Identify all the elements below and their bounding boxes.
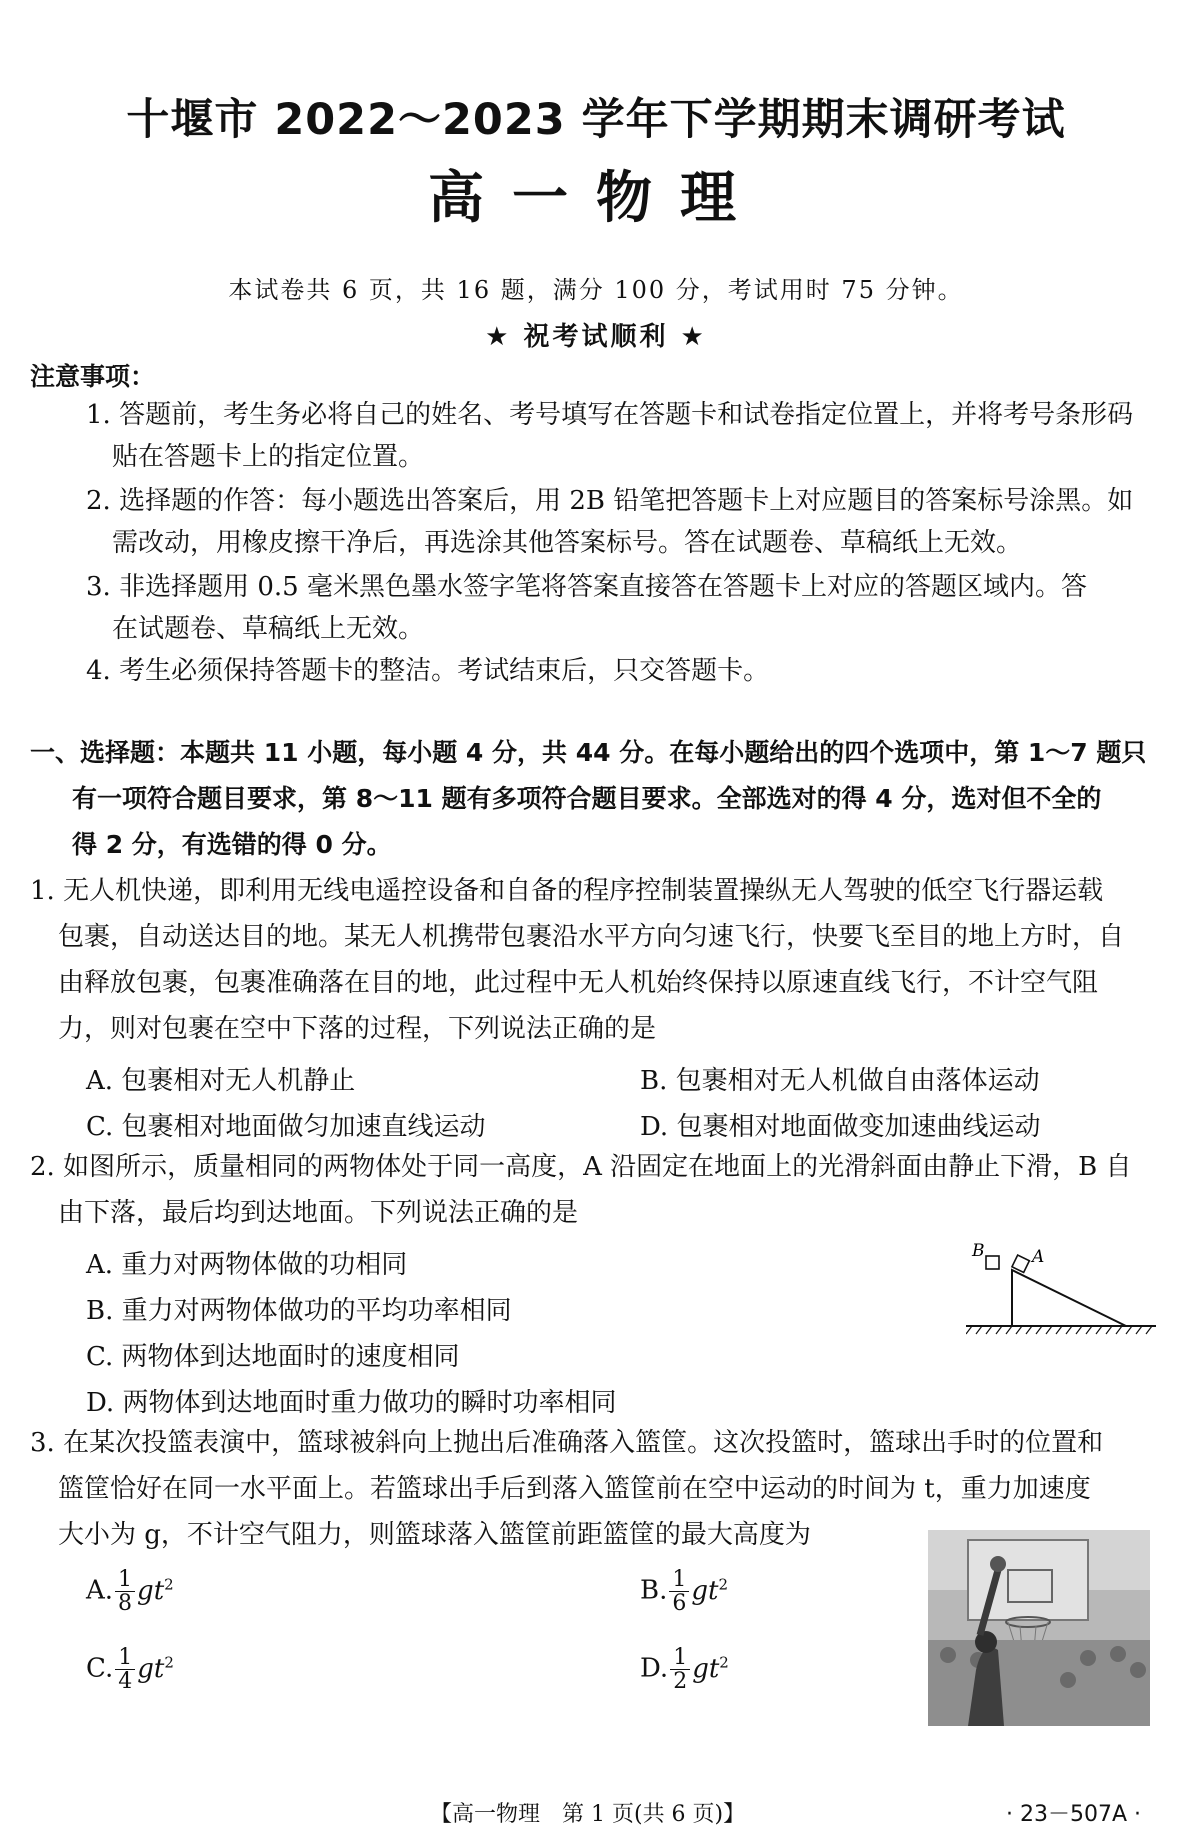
question-3-option-c: C. $\frac{1}{4}$ $gt^2$ <box>86 1645 174 1695</box>
basketball-photo <box>928 1530 1150 1726</box>
section-instruction: 得 2 分，有选错的得 0 分。 <box>72 830 392 859</box>
question-2-option-d: D. 两物体到达地面时重力做功的瞬时功率相同 <box>86 1388 617 1418</box>
question-3-text: 3. 在某次投篮表演中，篮球被斜向上抛出后准确落入篮筐。这次投篮时，篮球出手时的位置和 <box>30 1428 1104 1458</box>
question-3-text: 篮筐恰好在同一水平面上。若篮球出手后到落入篮筐前在空中运动的时间为 t，重力加速度 <box>58 1474 1091 1504</box>
exam-info: 本试卷共 6 页，共 16 题，满分 100 分，考试用时 75 分钟。 <box>228 276 964 304</box>
question-2-text: 2. 如图所示，质量相同的两物体处于同一高度，A 沿固定在地面上的光滑斜面由静止下滑，B 自 <box>30 1152 1132 1182</box>
question-1-text: 由释放包裹，包裹准确落在目的地，此过程中无人机始终保持以原速直线飞行，不计空气阻 <box>58 968 1099 998</box>
note-line: 在试题卷、草稿纸上无效。 <box>112 614 425 644</box>
question-2-option-b: B. 重力对两物体做功的平均功率相同 <box>86 1296 512 1326</box>
section-instruction: 一、选择题：本题共 11 小题，每小题 4 分，共 44 分。在每小题给出的四个选项中，第 1～7 题只 <box>30 738 1147 767</box>
label-b: B <box>972 1241 985 1261</box>
exam-title: 十堰市 2022～2023 学年下学期期末调研考试 <box>126 95 1066 145</box>
block-b <box>986 1256 999 1269</box>
notes-heading: 注意事项： <box>30 362 156 391</box>
question-3-option-d: D. $\frac{1}{2}$ $gt^2$ <box>640 1645 729 1695</box>
question-1-text: 包裹，自动送达目的地。某无人机携带包裹沿水平方向匀速飞行，快要飞至目的地上方时，自 <box>58 922 1125 952</box>
basketball-icon <box>990 1556 1006 1572</box>
note-line: 2. 选择题的作答：每小题选出答案后，用 2B 铅笔把答题卡上对应题目的答案标号涂黑。如 <box>86 486 1134 516</box>
question-1-option-d: D. 包裹相对地面做变加速曲线运动 <box>640 1112 1041 1142</box>
note-line: 需改动，用橡皮擦干净后，再选涂其他答案标号。答在试题卷、草稿纸上无效。 <box>112 528 1023 558</box>
note-line: 贴在答题卡上的指定位置。 <box>112 442 425 472</box>
question-1-option-c: C. 包裹相对地面做匀加速直线运动 <box>86 1112 486 1142</box>
question-2-text: 由下落，最后均到达地面。下列说法正确的是 <box>58 1198 579 1228</box>
question-3-option-a: A. $\frac{1}{8}$ $gt^2$ <box>86 1567 174 1617</box>
subject-title: 高一物理 <box>428 166 764 231</box>
note-line: 4. 考生必须保持答题卡的整洁。考试结束后，只交答题卡。 <box>86 656 770 686</box>
good-luck-banner: ★ 祝考试顺利 ★ <box>485 322 707 352</box>
block-a <box>1012 1255 1029 1272</box>
question-2-option-a: A. 重力对两物体做的功相同 <box>86 1250 408 1280</box>
question-1-option-a: A. 包裹相对无人机静止 <box>86 1066 356 1096</box>
question-2-option-c: C. 两物体到达地面时的速度相同 <box>86 1342 460 1372</box>
question-1-option-b: B. 包裹相对无人机做自由落体运动 <box>640 1066 1040 1096</box>
question-1-text: 力，则对包裹在空中下落的过程，下列说法正确的是 <box>58 1014 657 1044</box>
section-instruction: 有一项符合题目要求，第 8～11 题有多项符合题目要求。全部选对的得 4 分，选对但不全的 <box>72 784 1102 813</box>
incline-diagram <box>966 1240 1166 1336</box>
question-1-text: 1. 无人机快递，即利用无线电遥控设备和自备的程序控制装置操纵无人驾驶的低空飞行器运载 <box>30 876 1104 906</box>
question-3-option-b: B. $\frac{1}{6}$ $gt^2$ <box>640 1567 729 1617</box>
note-line: 3. 非选择题用 0.5 毫米黑色墨水签字笔将答案直接答在答题卡上对应的答题区域内。答 <box>86 572 1087 602</box>
question-3-text: 大小为 g，不计空气阻力，则篮球落入篮筐前距篮筐的最大高度为 <box>58 1520 811 1550</box>
note-line: 1. 答题前，考生务必将自己的姓名、考号填写在答题卡和试卷指定位置上，并将考号条形码 <box>86 400 1134 430</box>
page-footer: 【高一物理 第 1 页(共 6 页)】 <box>430 1802 746 1827</box>
paper-code: · 23－507A · <box>1006 1802 1142 1827</box>
label-a: A <box>1032 1247 1045 1267</box>
